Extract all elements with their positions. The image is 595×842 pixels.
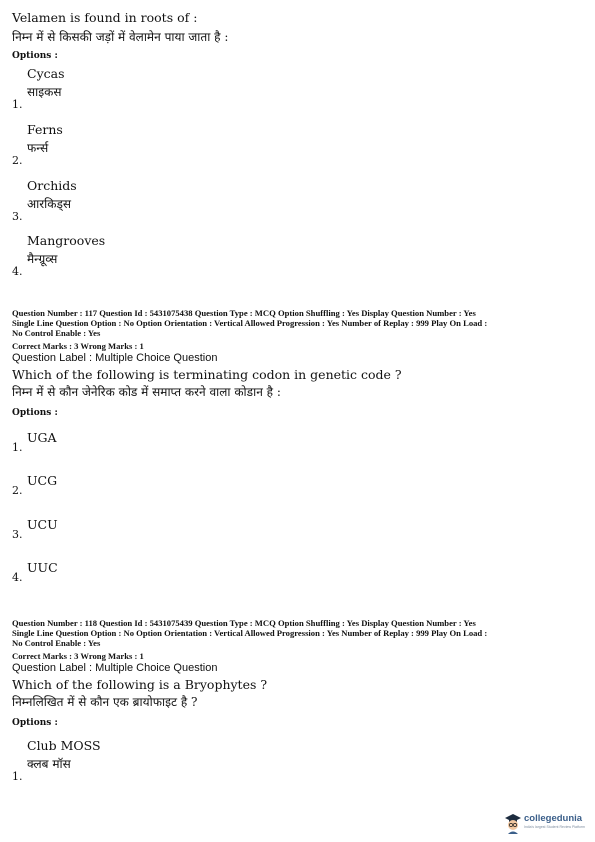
option-number: 4. xyxy=(12,571,23,584)
options-heading: Options : xyxy=(12,408,58,418)
option-text-hi: आरकिड्स xyxy=(27,197,72,211)
option-text-hi: क्लब मॉस xyxy=(27,757,71,771)
question-meta-line: No Control Enable : Yes xyxy=(12,328,101,338)
option-text-en: Cycas xyxy=(27,66,65,81)
logo-name: collegedunia xyxy=(524,813,583,824)
options-heading: Options : xyxy=(12,718,58,728)
question-meta-line: Single Line Question Option : No Option Orientation : Vertical Allowed Progression : Yes Number of Replay : 999 Play On Load : xyxy=(12,318,488,328)
question-label: Question Label : Multiple Choice Question xyxy=(12,662,218,674)
question-text-hi: निम्न में से किसकी जड़ों में वेलामेन पाया जाता है : xyxy=(12,30,229,44)
option-number: 1. xyxy=(12,770,23,783)
question-117 xyxy=(12,308,587,418)
question-text-hi: निम्न में से कौन जेनेरिक कोड में समाप्त करने वाला कोडान है : xyxy=(12,385,281,399)
option-number: 3. xyxy=(12,528,23,541)
question-text-en: Velamen is found in roots of : xyxy=(12,10,198,25)
question-meta-line: Single Line Question Option : No Option Orientation : Vertical Allowed Progression : Yes Number of Replay : 999 Play On Load : xyxy=(12,628,488,638)
option-number: 2. xyxy=(12,154,23,167)
option-text-en: Orchids xyxy=(27,178,77,193)
option-1[interactable] xyxy=(12,738,572,783)
option-2[interactable] xyxy=(12,122,572,167)
marks-info: Correct Marks : 3 Wrong Marks : 1 xyxy=(12,341,144,351)
question-text-en: Which of the following is terminating codon in genetic code ? xyxy=(12,367,402,382)
option-number: 3. xyxy=(12,210,23,223)
option-text-en: Club MOSS xyxy=(27,738,101,753)
option-text-en: Ferns xyxy=(27,122,63,137)
option-text-en: Mangrooves xyxy=(27,233,106,248)
option-text-hi: फर्न्स xyxy=(27,141,49,155)
option-number: 4. xyxy=(12,265,23,278)
option-3[interactable] xyxy=(12,178,572,223)
graduate-mascot-icon xyxy=(504,812,522,834)
question-118 xyxy=(12,618,587,728)
question-meta-line: Question Number : 117 Question Id : 5431075438 Question Type : MCQ Option Shuffling : Yes Display Question Number : Yes xyxy=(12,308,476,318)
option-number: 2. xyxy=(12,484,23,497)
option-text-en: UGA xyxy=(27,430,57,445)
question-meta-line: Question Number : 118 Question Id : 5431075439 Question Type : MCQ Option Shuffling : Yes Display Question Number : Yes xyxy=(12,618,476,628)
option-4[interactable] xyxy=(12,233,572,278)
option-4[interactable] xyxy=(12,560,572,584)
option-text-hi: साइकस xyxy=(27,85,62,99)
question-text-hi: निम्नलिखित में से कौन एक ब्रायोफाइट है ? xyxy=(12,695,198,709)
logo-tagline: India's largest Student Review Platform xyxy=(524,825,585,829)
option-2[interactable] xyxy=(12,473,572,497)
option-number: 1. xyxy=(12,441,23,454)
marks-info: Correct Marks : 3 Wrong Marks : 1 xyxy=(12,651,144,661)
question-1 xyxy=(12,10,582,61)
option-text-en: UCU xyxy=(27,517,58,532)
option-text-en: UUC xyxy=(27,560,58,575)
option-number: 1. xyxy=(12,98,23,111)
collegedunia-logo xyxy=(504,810,594,840)
options-heading: Options : xyxy=(12,51,58,61)
option-text-hi: मैन्ग्रूव्स xyxy=(27,252,58,266)
option-text-en: UCG xyxy=(27,473,58,488)
question-label: Question Label : Multiple Choice Question xyxy=(12,352,218,364)
question-meta-line: No Control Enable : Yes xyxy=(12,638,101,648)
option-1[interactable] xyxy=(12,430,572,454)
option-3[interactable] xyxy=(12,517,572,541)
question-text-en: Which of the following is a Bryophytes ? xyxy=(12,677,268,692)
option-1[interactable] xyxy=(12,66,572,111)
